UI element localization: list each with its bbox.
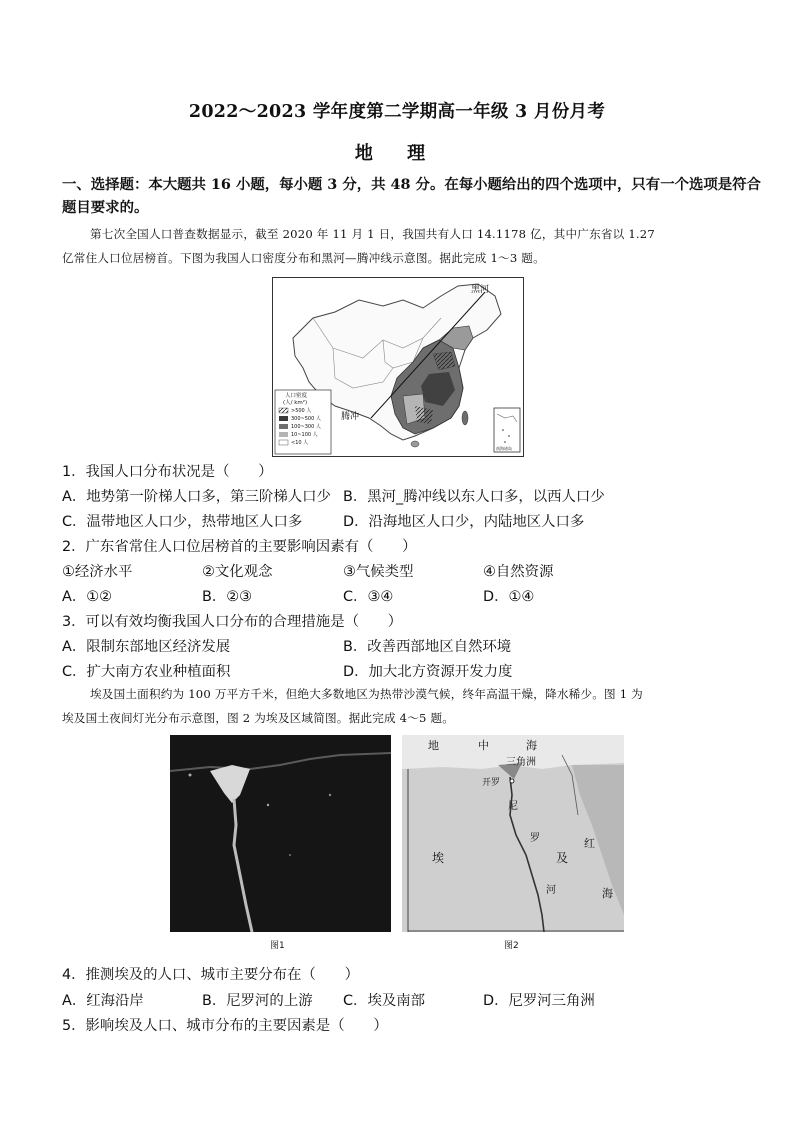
q1-option-a: A．地势第一阶梯人口多，第三阶梯人口少 bbox=[62, 489, 331, 505]
inset-label: 南海诸岛 bbox=[496, 446, 512, 451]
q3-option-c: C．扩大南方农业种植面积 bbox=[62, 664, 231, 680]
q2-factor-3: ③气候类型 bbox=[343, 564, 414, 580]
label-egypt-1: 埃 bbox=[432, 851, 445, 865]
q3-option-d: D．加大北方资源开发力度 bbox=[343, 664, 513, 680]
label-cairo: 开罗 bbox=[482, 778, 501, 788]
passage1-line2: 亿常住人口位居榜首。下图为我国人口密度分布和黑河—腾冲线示意图。据此完成 1～3 题。 bbox=[62, 251, 545, 265]
exam-title: 2022～2023 学年度第二学期高一年级 3 月份月考 bbox=[188, 102, 606, 122]
q1-option-b: B．黑河_腾冲线以东人口多，以西人口少 bbox=[343, 489, 605, 505]
label-sea-1: 地 bbox=[428, 739, 439, 752]
legend-unit: (人/ km²) bbox=[283, 400, 308, 406]
legend-item-4: 10~100 人 bbox=[291, 432, 318, 438]
egypt-region-map-figure bbox=[402, 735, 624, 951]
label-heihe: 黑河 bbox=[471, 285, 490, 295]
q4-option-b: B．尼罗河的上游 bbox=[202, 993, 313, 1009]
legend-item-5: <10 人 bbox=[291, 440, 309, 446]
passage2-line1: 埃及国土面积约为 100 万平方千米，但绝大多数地区为热带沙漠气候，终年高温干燥，降水稀少。图 1 为 bbox=[90, 687, 643, 701]
label-nile-1: 尼 bbox=[508, 801, 518, 812]
q2-option-a: A．①② bbox=[62, 589, 113, 605]
label-nile-3: 河 bbox=[546, 885, 556, 896]
passage2-line2: 埃及国土夜间灯光分布示意图，图 2 为埃及区域简图。据此完成 4～5 题。 bbox=[62, 711, 455, 725]
q3-stem: 3．可以有效均衡我国人口分布的合理措施是（ ） bbox=[62, 614, 403, 630]
fig1-caption: 图1 bbox=[270, 941, 285, 951]
fig2-caption: 图2 bbox=[504, 941, 519, 951]
section-heading-line1: 一、选择题：本大题共 16 小题，每小题 3 分，共 48 分。在每小题给出的四个选项中，只有一个选项是符合 bbox=[62, 176, 761, 193]
q3-option-a: A．限制东部地区经济发展 bbox=[62, 639, 231, 655]
q2-option-d: D．①④ bbox=[483, 589, 535, 605]
q4-stem: 4．推测埃及的人口、城市主要分布在（ ） bbox=[62, 967, 359, 983]
subject-title: 地 理 bbox=[354, 143, 440, 164]
q2-factor-1: ①经济水平 bbox=[62, 564, 133, 580]
passage1-line1: 第七次全国人口普查数据显示，截至 2020 年 11 月 1 日，我国共有人口 14.1178 亿，其中广东省以 1.27 bbox=[90, 227, 655, 241]
legend-item-3: 100~300 人 bbox=[291, 424, 321, 430]
q2-option-c: C．③④ bbox=[343, 589, 394, 605]
label-red-2: 海 bbox=[602, 887, 613, 900]
label-sea-3: 海 bbox=[526, 739, 537, 752]
q5-stem: 5．影响埃及人口、城市分布的主要因素是（ ） bbox=[62, 1018, 388, 1034]
q4-option-c: C．埃及南部 bbox=[343, 993, 426, 1009]
legend-item-1: >500 人 bbox=[291, 408, 312, 414]
legend-item-2: 300~500 人 bbox=[291, 416, 321, 422]
section-heading bbox=[62, 173, 761, 219]
section-heading-line2: 题目要求的。 bbox=[62, 199, 149, 216]
label-red-1: 红 bbox=[584, 837, 595, 850]
legend-title: 人口密度 bbox=[285, 393, 308, 399]
q4-option-d: D．尼罗河三角洲 bbox=[483, 993, 595, 1009]
label-tengchong: 腾冲 bbox=[341, 412, 360, 422]
q1-option-d: D．沿海地区人口少，内陆地区人口多 bbox=[343, 514, 585, 530]
q1-stem: 1．我国人口分布状况是（ ） bbox=[62, 464, 273, 480]
label-delta: 三角洲 bbox=[506, 757, 536, 768]
china-population-map bbox=[272, 277, 524, 457]
egypt-night-lights-figure bbox=[170, 735, 391, 951]
label-sea-2: 中 bbox=[478, 739, 489, 752]
q2-factor-4: ④自然资源 bbox=[483, 564, 554, 580]
q3-option-b: B．改善西部地区自然环境 bbox=[343, 639, 512, 655]
label-nile-2: 罗 bbox=[530, 833, 540, 844]
q2-option-b: B．②③ bbox=[202, 589, 253, 605]
q1-option-c: C．温带地区人口少，热带地区人口多 bbox=[62, 514, 303, 530]
q4-option-a: A．红海沿岸 bbox=[62, 993, 144, 1009]
q2-factor-2: ②文化观念 bbox=[202, 564, 273, 580]
night-lights-svg bbox=[170, 735, 391, 932]
label-egypt-2: 及 bbox=[556, 851, 569, 865]
q2-stem: 2．广东省常住人口位居榜首的主要影响因素有（ ） bbox=[62, 539, 417, 555]
